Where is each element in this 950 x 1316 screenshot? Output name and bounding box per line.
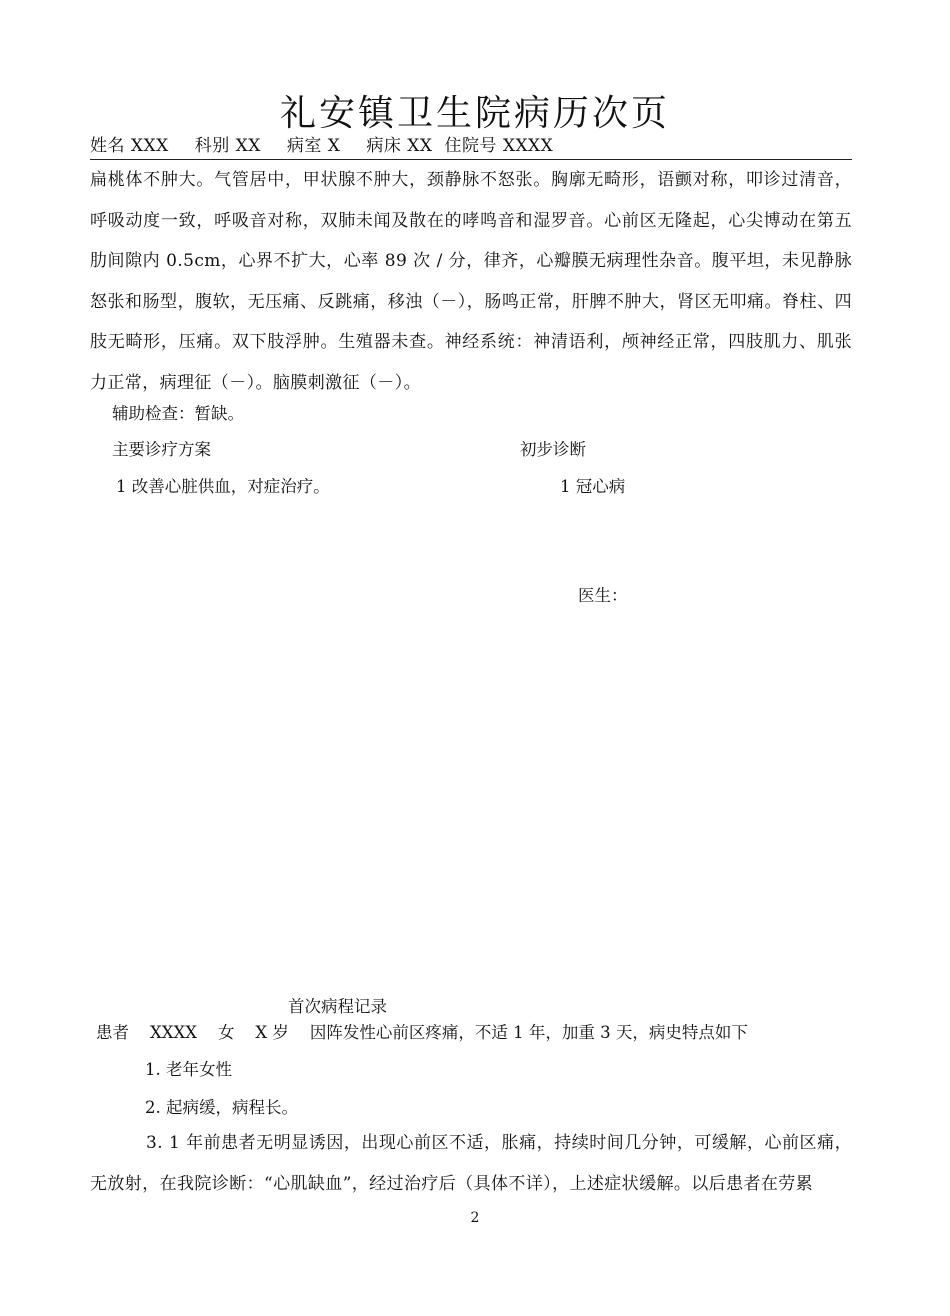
history-item-1: 1. 老年女性 [145, 1060, 232, 1079]
diagnosis-heading: 初步诊断 [520, 440, 586, 459]
physical-exam-paragraph: 扁桃体不肿大。气管居中，甲状腺不肿大，颈静脉不怒张。胸廓无畸形，语颤对称，叩诊过清音，呼吸动度一致，呼吸音对称，双肺未闻及散在的哮鸣音和湿罗音。心前区无隆起，心尖博动在第五肋间隙内 0.5cm，心界不扩大，心率 89 次 / 分，律齐，心瓣膜无病理性杂音。腹平坦，未见静脉怒张和肠型，腹软，无压痛、反跳痛，移浊（－），肠鸣正常，肝脾不肿大，肾区无叩痛。脊柱、四肢无畸形，压痛。双下肢浮肿。生殖器未查。神经系统：神清语利，颅神经正常，四肢肌力、肌张力正常，病理征（－）。脑膜刺激征（－）。 [90, 170, 852, 393]
document-title: 礼安镇卫生院病历次页 [279, 93, 670, 134]
diagnosis-item: 1 冠心病 [560, 477, 626, 496]
patient-header [90, 134, 553, 158]
patient-summary-line: 患者 XXXX 女 X 岁 因阵发性心前区疼痛，不适 1 年，加重 3 天，病史特点如下 [96, 1023, 748, 1042]
patient-name: 姓名 XXX [90, 136, 169, 156]
bed: 病床 XX [366, 136, 433, 156]
history-item-2: 2. 起病缓，病程长。 [145, 1098, 298, 1117]
department: 科别 XX [194, 136, 261, 156]
history-item-3: 3. 1 年前患者无明显诱因，出现心前区不适，胀痛，持续时间几分钟，可缓解，心前区痛，无放射，在我院诊断：“心肌缺血”，经过治疗后（具体不详），上述症状缓解。以后患者在劳累 [90, 1133, 852, 1194]
auxiliary-exam: 辅助检查：暂缺。 [112, 404, 244, 423]
doctor-signature-label: 医生： [578, 586, 628, 605]
treatment-plan-item: 1 改善心脏供血，对症治疗。 [116, 477, 330, 496]
ward: 病室 X [286, 136, 341, 156]
treatment-plan-heading: 主要诊疗方案 [112, 440, 211, 459]
course-record-title: 首次病程记录 [288, 997, 387, 1016]
page-number: 2 [470, 1210, 480, 1226]
admission-number: 住院号 XXXX [444, 136, 554, 156]
